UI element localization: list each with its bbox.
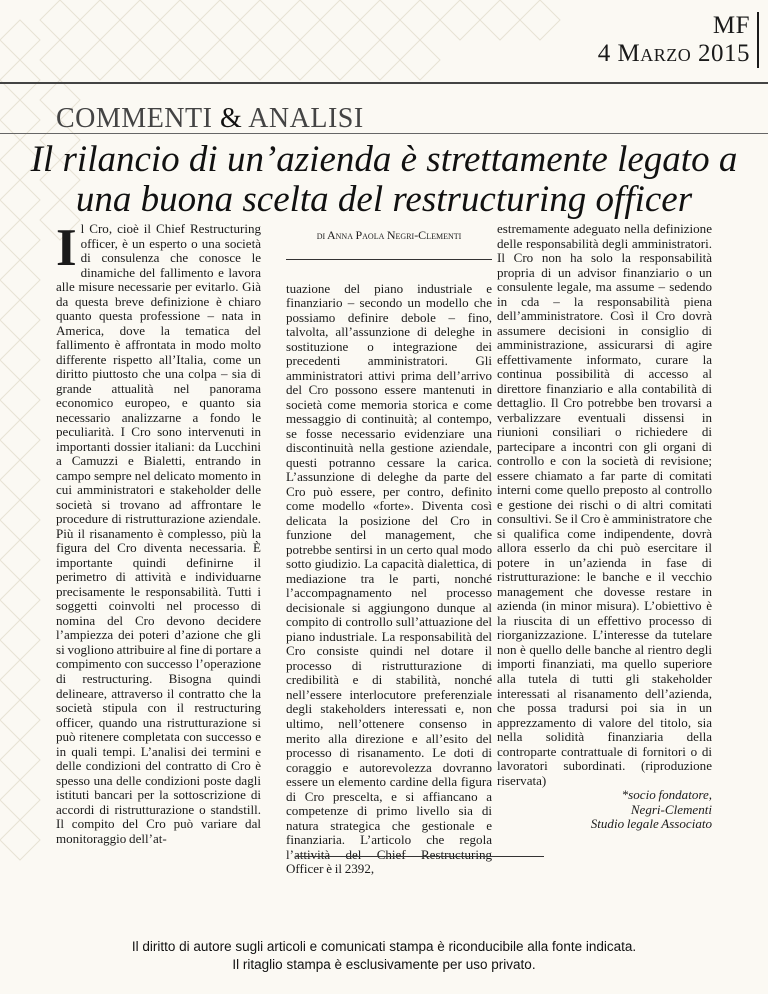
byline-rule bbox=[286, 259, 492, 260]
masthead-bar bbox=[757, 12, 759, 68]
article-text-1: l Cro, cioè il Chief Restructuring officer, è un esperto o una società di consulenza che conosce le dinamiche del fallimento e lavora alle misure necessarie per evitarlo. Già da questa breve definizione è chiaro quanto questa professione – nata in America, dove la tematica del fallimento è affrontata in modo molto differente rispetto all’Italia, come un diritto piuttosto che una colpa – sia di grande attualità nel panorama economico europeo, e quanto sia necessario analizzarne a fondo le peculiarità. I Cro sono intervenuti in importanti dossier italiani: da Lucchini a Camuzzi e Bialetti, entrando in campo sempre nel delicato momento in cui amministratori e stakeholder delle società si trovano ad affrontare le procedure di ristrutturazione aziendale. Più il risanamento è complesso, più la figura del Cro diventa necessaria. È importante quindi definirne il perimetro di attività e individuarne precisamente le responsabilità. Tutti i soggetti coinvolti nel processo di nomina del Cro devono decidere l’ampiezza dei poteri d’azione che gli si vogliono attribuire al fine di portare a compimento con successo l’operazione di restructuring. Bisogna quindi delineare, attraverso il contratto che la società stipula con il restructuring officer, quando una ristrutturazione si può ritenere completata con successo e in quali tempi. L’analisi dei termini e delle condizioni del contratto di Cro è spesso una delle condizioni poste dagli istituti bancari per la sottoscrizione di accordi di ristrutturazione o standstill. Il compito del Cro può variare dal monitoraggio dell’at- bbox=[56, 221, 261, 846]
footer-line-1: Il diritto di autore sugli articoli e comunicati stampa è riconducibile alla fonte indicata. bbox=[131, 939, 637, 954]
section-title-amp: & bbox=[219, 103, 243, 134]
section-rule bbox=[0, 133, 768, 134]
article-column-3 bbox=[497, 222, 712, 832]
article-column-2 bbox=[286, 222, 492, 877]
footer-line-2: Il ritaglio stampa è esclusivamente per uso privato. bbox=[232, 957, 536, 972]
publication-date: 4 Marzo 2015 bbox=[597, 40, 750, 67]
drop-cap: I bbox=[56, 219, 77, 277]
signature-line-2: Negri-Clementi bbox=[630, 801, 712, 817]
section-title-left: COMMENTI bbox=[56, 103, 213, 134]
headline: Il rilancio di un’azienda è strettamente legato a una buona scelta del restructuring officer bbox=[30, 139, 738, 220]
top-rule bbox=[0, 82, 768, 84]
section-title-right: ANALISI bbox=[248, 103, 364, 134]
section-title bbox=[56, 103, 364, 135]
signature-line-1: *socio fondatore, bbox=[621, 787, 712, 803]
author-signature bbox=[497, 788, 712, 832]
article-text-2: tuazione del piano industriale e finanziario – secondo un modello che possiamo definire debole – fino, talvolta, all’assunzione di deleghe in sostituzione o integrazione dei precedenti amministratori. Gli amministratori attivi prima dell’arrivo del Cro possono essere mantenuti in società come memoria storica e come messaggio di continuità; al contempo, se fosse necessario evidenziare una discontinuità nella gestione aziendale, questi potranno cessare la carica. L’assunzione di deleghe da parte del Cro può essere, per contro, definito come modello «forte». Diventa così delicata la posizione del Cro in funzione del management, che potrebbe sentirsi in un certo qual modo sotto giudizio. La capacità dialettica, di mediazione tra le parti, nonché l’accompagnamento nel processo decisionale si aggiungono dunque al compito di controllo sull’attuazione del piano industriale. La responsabilità del Cro consiste quindi nel dotare il processo di ristrutturazione di credibilità e di stabilità, nonché nell’essere interlocutore preferenziale degli stakeholders interessati e, non ultimo, nell’ottenere consenso in merito alla direzione e all’esito del processo di risanamento. Le doti di coraggio e autorevolezza dovranno essere un elemento cardine della figura di Cro prescelta, e si affiancano a competenze di primo livello sia di natura strategica che gestionale e finanziaria. L’articolo che regola l’attività del Chief Restructuring Officer è il 2392, bbox=[286, 280, 492, 877]
article-text-3: estremamente adeguato nella definizione delle responsabilità degli amministratori. Il Cro non ha solo la responsabilità propria di un advisor finanziario o un consulente legale, ma assume – sedendo in cda – la responsabilità piena dell’amministratore. Così il Cro dovrà assumere decisioni in consiglio di amministrazione, assicurarsi di agire effettivamente informato, curare la continua possibilità di accesso al direttore finanziario e alla contabilità di dettaglio. Il Cro potrebbe ben trovarsi a verbalizzare eventuali dissensi in riunioni consiliari o richiedere di partecipare a incontri con gli organi di controllo e con la società di revisione; essere chiamato a far parte di comitati interni come quello preposto al controllo e gestione dei rischi o di altri comitati consultivi. Se il Cro è amministratore che si qualifica come indipendente, dovrà allora esserlo da chi può esercitare il potere in un’azienda in fase di ristrutturazione: le banche e il vecchio management che dovesse restare in azienda (in minor misura). L’obiettivo è la riuscita di un effettivo processo di riorganizzazione. L’interesse da tutelare non è quello delle banche al rientro degli importi finanziati, ma quello superiore alla tutela di tutti gli stakeholder interessati al risanamento dell’azienda, che possa tradursi poi sia in un apprezzamento di valore del titolo, sia nella solidità finanziaria della controparte contrattuale di fornitori o di lavoratori subordinati. (riproduzione riservata) bbox=[497, 221, 712, 788]
publication-name: MF bbox=[712, 12, 750, 39]
column-end-rule bbox=[296, 856, 544, 857]
signature-line-3: Studio legale Associato bbox=[590, 816, 712, 832]
byline: di Anna Paola Negri-Clementi bbox=[316, 228, 462, 242]
article-column-1 bbox=[56, 219, 261, 846]
copyright-footer bbox=[0, 938, 768, 974]
masthead bbox=[598, 12, 750, 68]
